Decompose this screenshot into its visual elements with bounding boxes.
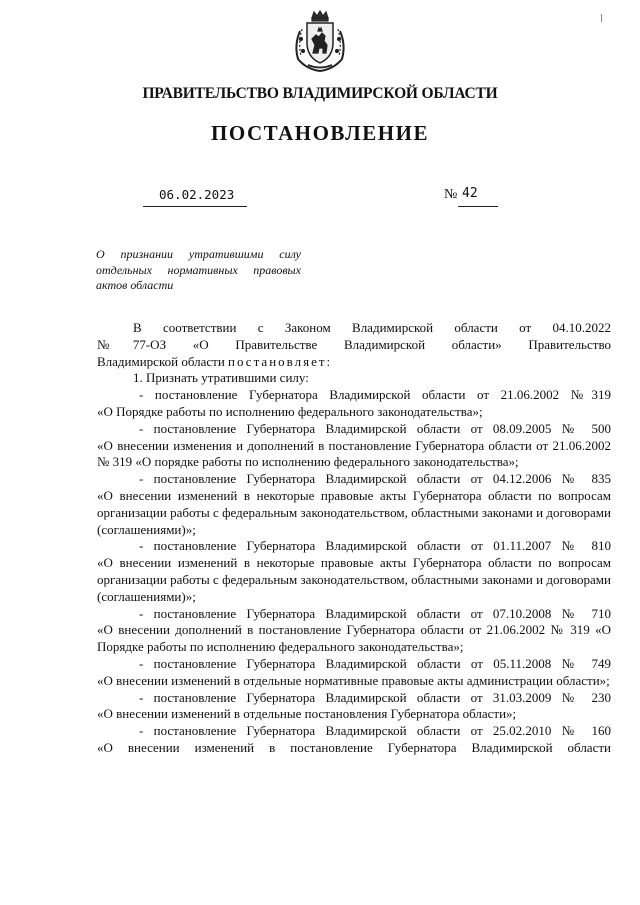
act-rest: «О внесении изменений в некоторые правовые акты Губернатора области по вопросам организации работы с федеральным законодательством, областными законами и договорами (соглашениями)»; <box>97 487 611 537</box>
act-first-line: - постановление Губернатора Владимирской области от 05.11.2008 № 749 <box>139 655 611 671</box>
subject-line: О признании утратившими силу <box>96 247 301 261</box>
subject-line: отдельных нормативных правовых <box>96 262 301 277</box>
intro-line: №77-ОЗ «О Правительстве Владимирской области» Правительство <box>97 336 611 352</box>
document-subject <box>96 247 301 294</box>
act-first-line: - постановление Губернатора Владимирской области от 04.12.2006 № 835 <box>139 471 611 487</box>
document-body <box>97 320 611 757</box>
resolves-word: постановляет: <box>228 353 333 369</box>
item-1: 1. Признать утратившими силу: <box>133 370 309 386</box>
act-first-line: - постановление Губернатора Владимирской области от 31.03.2009 № 230 <box>139 689 611 705</box>
number-sign: № <box>444 187 458 202</box>
intro-line <box>97 354 611 371</box>
act-rest: «О Порядке работы по исполнению федерального законодательства»; <box>97 403 483 419</box>
act-rest: «О внесении дополнений в постановление Губернатора области от 21.06.2002 № 319 «О Порядке работы по исполнению федерального законодательства»; <box>97 622 611 655</box>
act-first-line: - постановление Губернатора Владимирской области от 07.10.2008 № 710 <box>139 605 611 621</box>
organization-title: ПРАВИТЕЛЬСТВО ВЛАДИМИРСКОЙ ОБЛАСТИ <box>142 85 498 102</box>
act-rest: «О внесении изменений в отдельные постановления Губернатора области»; <box>97 706 517 722</box>
document-date: 06.02.2023 <box>159 187 235 202</box>
act-rest: «О внесении изменений в некоторые правовые акты Губернатора области по вопросам организации работы с федеральным законодательством, областными законами и договорами (соглашениями)»; <box>97 555 611 604</box>
document-number: 42 <box>462 186 478 201</box>
act-first-line: - постановление Губернатора Владимирской области от 21.06.2002 №319 <box>139 387 611 403</box>
subject-line: актов области <box>96 278 174 292</box>
intro-line: В соответствии с Законом Владимирской области от 04.10.2022 <box>133 320 611 335</box>
act-first-line: - постановление Губернатора Владимирской области от 25.02.2010 № 160 <box>139 723 611 739</box>
act-rest: «О внесении изменения и дополнений в постановление Губернатора области от 21.06.2002 № 319 «О порядке работы по исполнению федерального законодательства»; <box>97 437 611 470</box>
act-first-line: - постановление Губернатора Владимирской области от 08.09.2005 № 500 <box>139 420 611 436</box>
act-first-line: - постановление Губернатора Владимирской области от 01.11.2007 № 810 <box>139 538 611 554</box>
act-rest: «О внесении изменений в отдельные нормативные правовые акты администрации области»; <box>97 672 610 688</box>
coat-of-arms-icon <box>288 9 352 73</box>
scan-mark <box>601 14 602 22</box>
intro-text: Владимирской области <box>97 353 229 369</box>
act-rest: «О внесении изменений в постановление Губернатора Владимирской области <box>97 739 611 755</box>
document-type: ПОСТАНОВЛЕНИЕ <box>211 121 429 145</box>
